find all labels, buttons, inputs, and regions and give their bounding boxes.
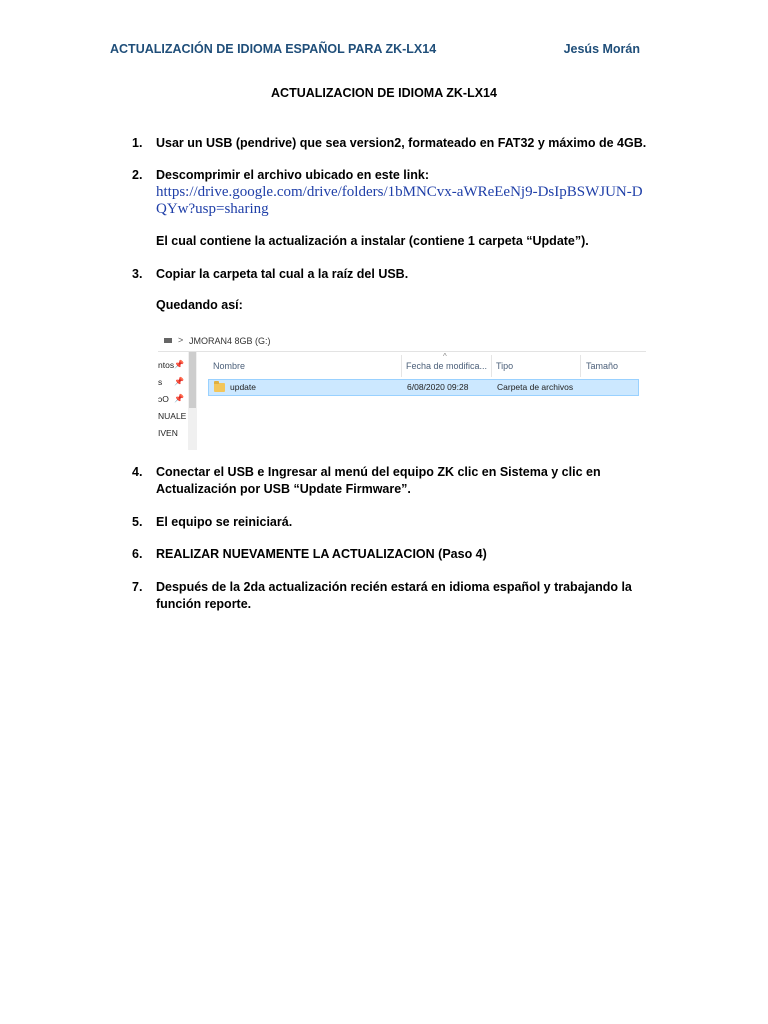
step-text: Copiar la carpeta tal cual a la raíz del USB. (156, 267, 409, 281)
column-header-modified[interactable]: Fecha de modifica... (406, 361, 488, 371)
column-divider (401, 355, 402, 377)
pin-icon: 📌 (174, 360, 184, 369)
step-text: El equipo se reiniciará. (156, 515, 293, 529)
folder-icon (214, 383, 225, 392)
path-separator: > (178, 335, 184, 345)
step-text: Después de la 2da actualización recién estará en idioma español y trabajando la función reporte. (156, 580, 632, 611)
step-number: 6. (132, 547, 143, 561)
step-text: Descomprimir el archivo ubicado en este link: (156, 168, 430, 182)
column-divider (491, 355, 492, 377)
nav-item: IVEN (158, 428, 178, 438)
step-number: 4. (132, 465, 143, 479)
column-header-type[interactable]: Tipo (496, 361, 514, 371)
step-number: 5. (132, 515, 143, 529)
drive-link[interactable]: https://drive.google.com/drive/folders/1bMNCvx-aWReEeNj9-DsIpBSWJUN-DQYw?usp=sharing (156, 184, 643, 217)
pin-icon: 📌 (174, 377, 184, 386)
scrollbar-thumb[interactable] (189, 352, 196, 408)
step-number: 1. (132, 136, 143, 150)
document-title: ACTUALIZACION DE IDIOMA ZK-LX14 (271, 86, 497, 100)
usb-drive-icon (164, 338, 172, 343)
column-header-name[interactable]: Nombre (213, 361, 246, 371)
address-path: JMORAN4 8GB (G:) (189, 336, 271, 346)
nav-item: NUALE (158, 411, 186, 421)
step-number: 7. (132, 580, 143, 594)
nav-item: ntos (158, 360, 175, 370)
step-3-note: Quedando así: (156, 298, 243, 312)
pin-icon: 📌 (174, 394, 184, 403)
file-type: Carpeta de archivos (497, 382, 574, 392)
file-name: update (230, 382, 256, 392)
sort-caret-icon: ^ (443, 352, 447, 361)
file-row[interactable] (208, 379, 639, 396)
file-explorer-screenshot (158, 331, 646, 450)
step-text: Conectar el USB e Ingresar al menú del equipo ZK clic en Sistema y clic en Actualización por USB “Update Firmware”. (156, 465, 601, 496)
nav-item: ɔO (158, 394, 169, 404)
step-number: 3. (132, 267, 143, 281)
step-number: 2. (132, 168, 143, 182)
column-divider (580, 355, 581, 377)
address-bar (158, 331, 646, 352)
header-title: ACTUALIZACIÓN DE IDIOMA ESPAÑOL PARA ZK-LX14 (110, 42, 437, 56)
nav-scrollbar[interactable] (188, 352, 197, 450)
step-text: Usar un USB (pendrive) que sea version2, formateado en FAT32 y máximo de 4GB. (156, 136, 647, 150)
step-2-note: El cual contiene la actualización a instalar (contiene 1 carpeta “Update”). (156, 234, 589, 248)
document-header (110, 42, 640, 60)
step-text: REALIZAR NUEVAMENTE LA ACTUALIZACION (Paso 4) (156, 547, 487, 561)
column-header-size[interactable]: Tamaño (586, 361, 619, 371)
header-author: Jesús Morán (563, 42, 640, 56)
file-modified: 6/08/2020 09:28 (407, 382, 469, 392)
nav-item: s (158, 377, 163, 387)
